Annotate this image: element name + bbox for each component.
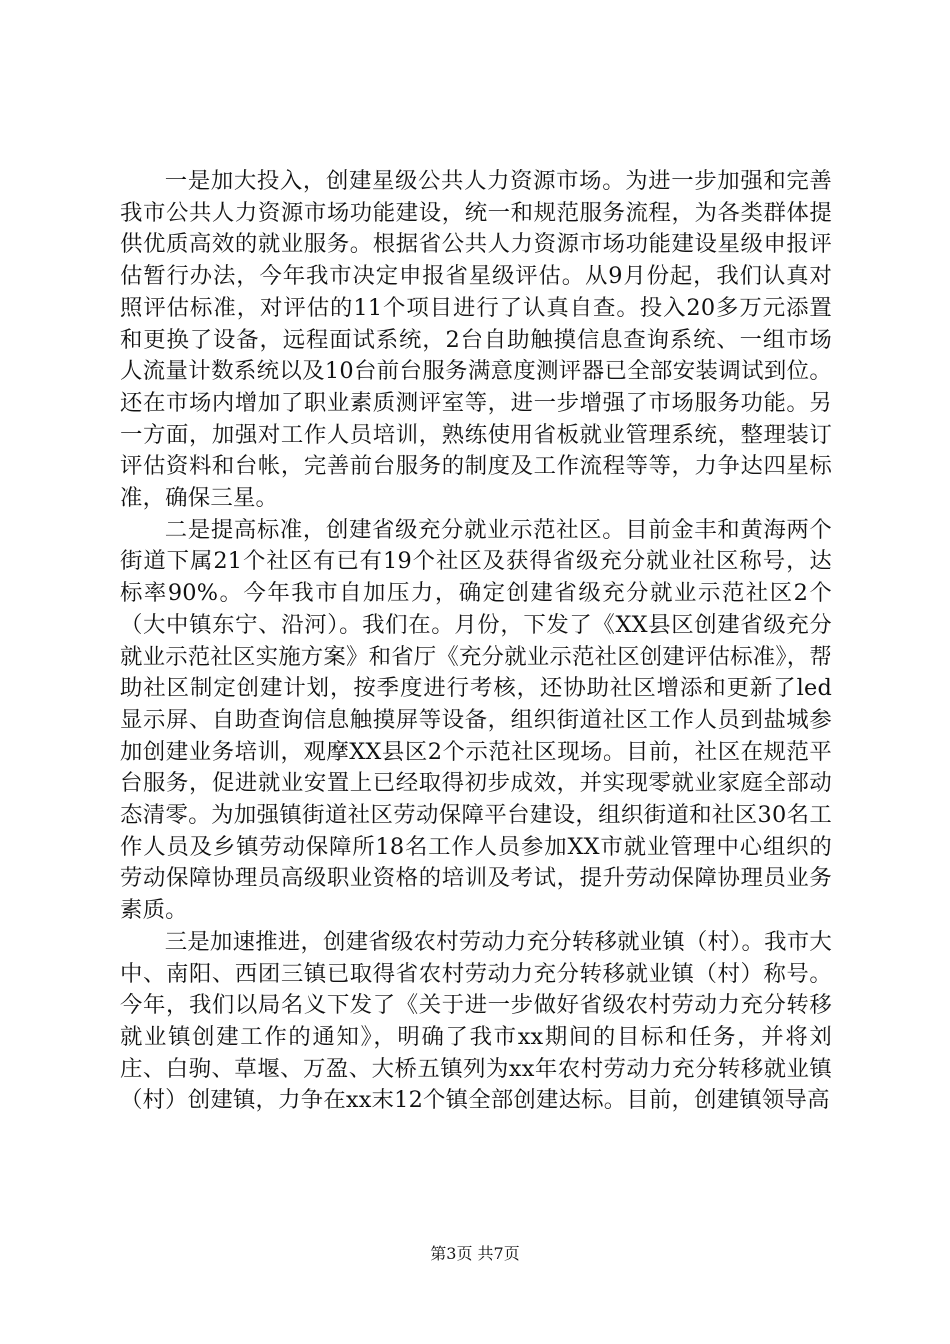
paragraph-1: 一是加大投入，创建星级公共人力资源市场。为进一步加强和完善我市公共人力资源市场功能建设，统一和规范服务流程，为各类群体提供优质高效的就业服务。根据省公共人力资源市场功能建设星级申报评估暂行办法，今年我市决定申报省星级评估。从9月份起，我们认真对照评估标准，对评估的11个项目进行了认真自查。投入20多万元添置和更换了设备，远程面试系统，2台自助触摸信息查询系统、一组市场人流量计数系统以及10台前台服务满意度测评器已全部安装调试到位。还在市场内增加了职业素质测评室等，进一步增强了市场服务功能。另一方面，加强对工作人员培训，熟练使用省板就业管理系统，整理装订评估资料和台帐，完善前台服务的制度及工作流程等等，力争达四星标准，确保三星。 [120,168,832,512]
paragraph-2: 二是提高标准，创建省级充分就业示范社区。目前金丰和黄海两个街道下属21个社区有已有19个社区及获得省级充分就业社区称号，达标率90%。今年我市自加压力，确定创建省级充分就业示范社区2个（大中镇东宁、沿河）。我们在。月份，下发了《XX县区创建省级充分就业示范社区实施方案》和省厅《充分就业示范社区创建评估标准》，帮助社区制定创建计划，按季度进行考核，还协助社区增添和更新了led显示屏、自助查询信息触摸屏等设备，组织街道社区工作人员到盐城参加创建业务培训，观摩XX县区2个示范社区现场。目前，社区在规范平台服务，促进就业安置上已经取得初步成效，并实现零就业家庭全部动态清零。为加强镇街道社区劳动保障平台建设，组织街道和社区30名工作人员及乡镇劳动保障所18名工作人员参加XX市就业管理中心组织的劳动保障协理员高级职业资格的培训及考试，提升劳动保障协理员业务素质。 [120,516,832,924]
page-footer: 第3页 共7页 [430,1244,520,1263]
paragraph-3: 三是加速推进，创建省级农村劳动力充分转移就业镇（村）。我市大中、南阳、西团三镇已取得省农村劳动力充分转移就业镇（村）称号。今年，我们以局名义下发了《关于进一步做好省级农村劳动力充分转移就业镇创建工作的通知》，明确了我市xx期间的目标和任务，并将刘庄、白驹、草堰、万盈、大桥五镇列为xx年农村劳动力充分转移就业镇（村）创建镇，力争在xx末12个镇全部创建达标。目前，创建镇领导高 [120,928,832,1114]
document-body [120,166,832,1117]
